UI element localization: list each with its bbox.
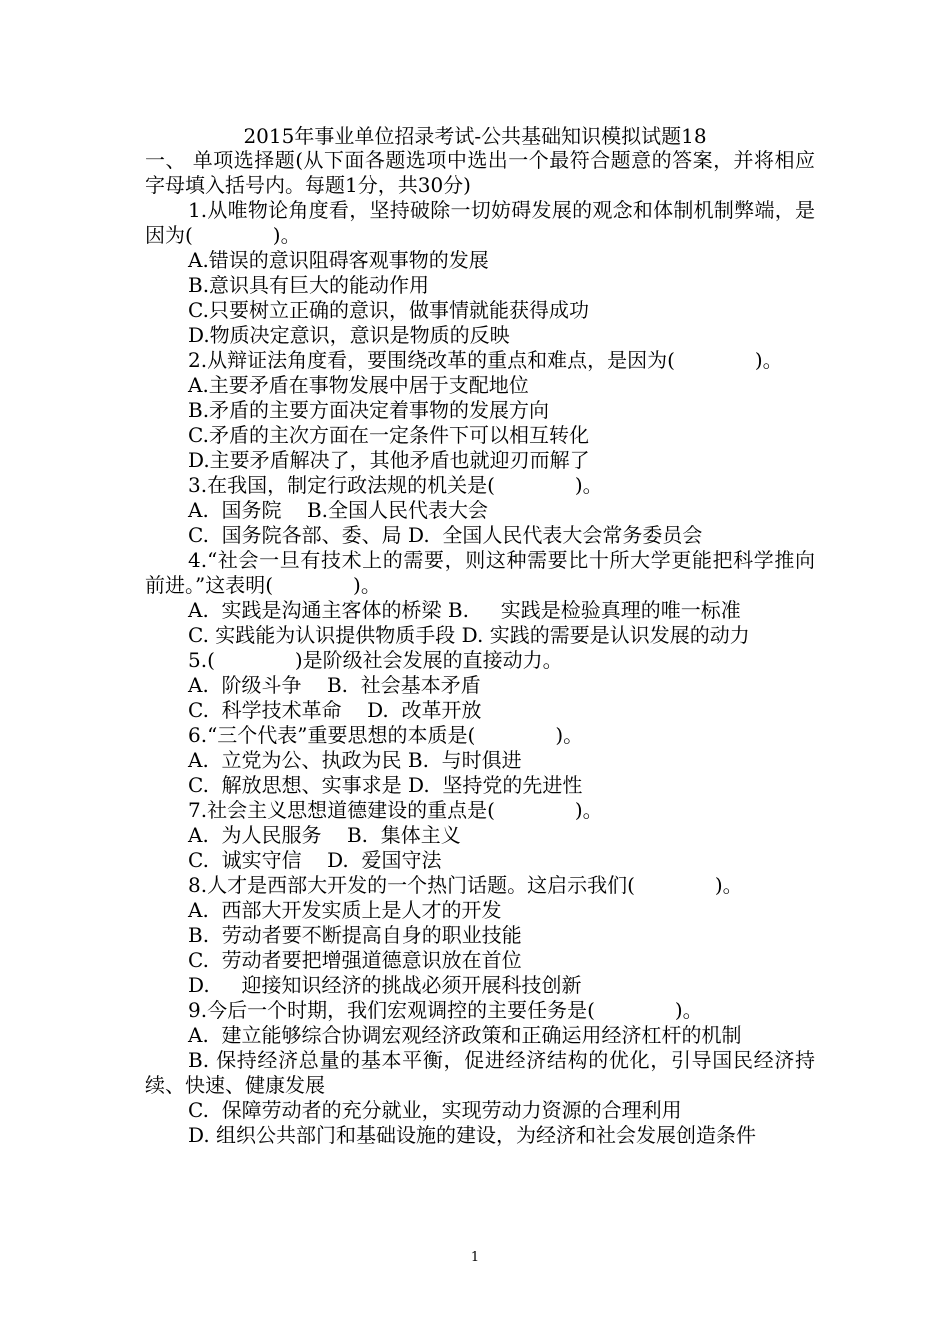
option-1c: C.只要树立正确的意识，做事情就能获得成功 (188, 298, 589, 322)
option-7cd: C. 诚实守信 D. 爱国守法 (188, 848, 442, 872)
option-7ab: A. 为人民服务 B. 集体主义 (188, 823, 461, 847)
option-8b: B. 劳动者要不断提高自身的职业技能 (188, 923, 522, 947)
option-8c: C. 劳动者要把增强道德意识放在首位 (188, 948, 522, 972)
option-3cd: C. 国务院各部、委、局 D. 全国人民代表大会常务委员会 (188, 523, 703, 547)
option-6cd: C. 解放思想、实事求是 D. 坚持党的先进性 (188, 773, 583, 797)
option-5ab: A. 阶级斗争 B. 社会基本矛盾 (188, 673, 481, 697)
question-stem-7: 7.社会主义思想道德建设的重点是( )。 (188, 798, 603, 822)
option-5cd: C. 科学技术革命 D. 改革开放 (188, 698, 482, 722)
question-stem-9: 9.今后一个时期，我们宏观调控的主要任务是( )。 (188, 998, 703, 1022)
option-9d: D. 组织公共部门和基础设施的建设，为经济和社会发展创造条件 (188, 1123, 757, 1147)
option-8d: D. 迎接知识经济的挑战必须开展科技创新 (188, 973, 582, 997)
question-stem-3: 3.在我国，制定行政法规的机关是( )。 (188, 473, 603, 497)
option-2d: D.主要矛盾解决了，其他矛盾也就迎刃而解了 (188, 448, 590, 472)
option-3ab: A. 国务院 B.全国人民代表大会 (188, 498, 488, 522)
option-9a: A. 建立能够综合协调宏观经济政策和正确运用经济杠杆的机制 (188, 1023, 742, 1047)
option-9c: C. 保障劳动者的充分就业，实现劳动力资源的合理利用 (188, 1098, 682, 1122)
question-stem-6: 6.“三个代表”重要思想的本质是( )。 (188, 723, 584, 747)
section-heading: 一、 单项选择题(从下面各题选项中选出一个最符合题意的答案，并将相应字母填入括号内。每题1分，共30分) (145, 148, 815, 197)
option-2c: C.矛盾的主次方面在一定条件下可以相互转化 (188, 423, 589, 447)
option-1a: A.错误的意识阻碍客观事物的发展 (188, 248, 489, 272)
question-stem-4: 4.“社会一旦有技术上的需要，则这种需要比十所大学更能把科学推向前进。”这表明( )。 (145, 548, 815, 597)
question-stem-1: 1.从唯物论角度看，坚持破除一切妨碍发展的观念和体制机制弊端，是因为( )。 (145, 198, 815, 247)
page-title: 2015年事业单位招录考试-公共基础知识模拟试题18 (243, 124, 707, 148)
option-2a: A.主要矛盾在事物发展中居于支配地位 (188, 373, 529, 397)
option-4ab: A. 实践是沟通主客体的桥梁 B. 实践是检验真理的唯一标准 (188, 598, 741, 622)
question-stem-2: 2.从辩证法角度看，要围绕改革的重点和难点，是因为( )。 (188, 348, 783, 372)
option-4cd: C. 实践能为认识提供物质手段 D. 实践的需要是认识发展的动力 (188, 623, 750, 647)
option-2b: B.矛盾的主要方面决定着事物的发展方向 (188, 398, 550, 422)
option-9b: B. 保持经济总量的基本平衡，促进经济结构的优化，引导国民经济持续、快速、健康发展 (145, 1048, 815, 1097)
question-stem-5: 5.( )是阶级社会发展的直接动力。 (188, 648, 563, 672)
option-1d: D.物质决定意识，意识是物质的反映 (188, 323, 510, 347)
page-number: 1 (470, 1250, 480, 1265)
option-1b: B.意识具有巨大的能动作用 (188, 273, 430, 297)
question-body (145, 148, 815, 1148)
question-stem-8: 8.人才是西部大开发的一个热门话题。这启示我们( )。 (188, 873, 743, 897)
option-6ab: A. 立党为公、执政为民 B. 与时俱进 (188, 748, 522, 772)
option-8a: A. 西部大开发实质上是人才的开发 (188, 898, 502, 922)
